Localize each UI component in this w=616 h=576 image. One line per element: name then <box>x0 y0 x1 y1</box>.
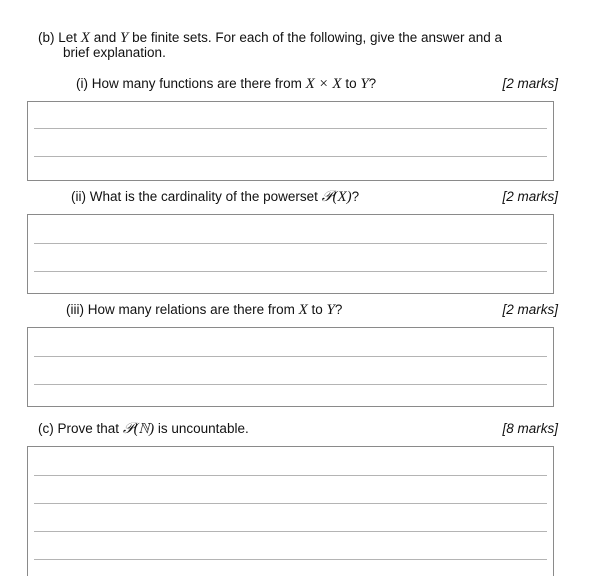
part-b-intro-pre: Let <box>58 30 81 45</box>
var-x: X <box>80 30 90 46</box>
question-i-text-mid: to <box>341 76 361 91</box>
answer-line <box>34 356 547 357</box>
answer-line <box>34 243 547 244</box>
answer-box-c[interactable] <box>27 446 554 576</box>
answer-line <box>34 503 547 504</box>
answer-line <box>34 384 547 385</box>
question-i-label: (i) <box>76 76 88 91</box>
question-iii <box>66 302 342 318</box>
part-c-text-pre: Prove that <box>57 421 123 436</box>
part-b-intro-post: be finite sets. For each of the following, give the answer and a <box>128 30 503 45</box>
question-ii-label: (ii) <box>71 189 86 204</box>
answer-line <box>34 271 547 272</box>
question-iii-marks: [2 marks] <box>502 302 558 317</box>
answer-box-i[interactable] <box>27 101 554 181</box>
answer-line <box>34 531 547 532</box>
part-c-label: (c) <box>38 421 54 436</box>
part-c-text-post: is uncountable. <box>154 421 249 436</box>
answer-box-iii[interactable] <box>27 327 554 407</box>
question-i-text-pre: How many functions are there from <box>91 76 306 91</box>
part-b-intro <box>38 30 502 46</box>
question-iii-text-post: ? <box>334 302 343 317</box>
question-ii-math: 𝒫(X) <box>321 189 352 205</box>
part-c-math: 𝒫(ℕ) <box>122 421 155 437</box>
question-i-math: X × X <box>305 76 342 92</box>
question-ii-text-post: ? <box>351 189 360 204</box>
part-b-label: (b) <box>38 30 55 45</box>
question-ii-text-pre: What is the cardinality of the powerset <box>89 189 322 204</box>
part-c-marks: [8 marks] <box>502 421 558 436</box>
answer-line <box>34 128 547 129</box>
question-iii-text-pre: How many relations are there from <box>87 302 299 317</box>
answer-box-ii[interactable] <box>27 214 554 294</box>
question-ii-marks: [2 marks] <box>502 189 558 204</box>
answer-line <box>34 559 547 560</box>
question-ii <box>71 189 359 205</box>
question-i-math2: Y <box>360 76 369 92</box>
answer-line <box>34 156 547 157</box>
part-b-intro-mid: and <box>89 30 120 45</box>
question-iii-label: (iii) <box>66 302 84 317</box>
var-y: Y <box>120 30 129 46</box>
question-i <box>76 76 376 92</box>
question-iii-math2: Y <box>326 302 335 318</box>
part-b-intro-line2: brief explanation. <box>63 45 166 60</box>
question-i-text-post: ? <box>368 76 377 91</box>
answer-line <box>34 475 547 476</box>
part-c <box>38 421 249 437</box>
question-iii-math: X <box>298 302 308 318</box>
question-iii-text-mid: to <box>307 302 327 317</box>
question-i-marks: [2 marks] <box>502 76 558 91</box>
